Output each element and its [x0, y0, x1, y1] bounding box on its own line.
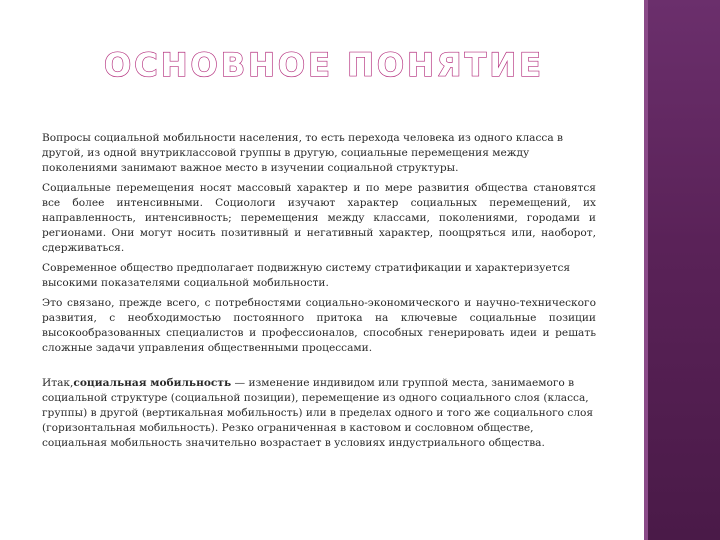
definition-prefix: Итак,	[42, 377, 74, 389]
definition-text: — изменение индивидом или группой места, занимаемого в социальной структуре (социальной позиции), перемещение из одного социального слоя (класса, группы) в другой (вертикальная мобильность) или в пределах одного и того же социального слоя (горизонтальная мобильность). Резко ограниченная в кастовом и сословном обществе, социальная мобильность значительно возрастает в условиях индустриального общества.	[42, 377, 594, 449]
paragraph-2: Социальные перемещения носят массовый характер и по мере развития общества становятся все более интенсивными. Социологи изучают характер социальных перемещений, их направленность, интенсивность; перемещения между классами, поколениями, городами и регионами. Они могут носить позитивный и негативный характер, поощряться или, наоборот, сдерживаться.	[42, 182, 596, 254]
paragraph-4: Это связано, прежде всего, с потребностями социально-экономического и научно-технического развития, с необходимостью постоянного притока на ключевые социальные позиции высокообразованных специалистов и профессионалов, способных генерировать идеи и решать сложные задачи управления общественными процессами.	[42, 297, 596, 354]
paragraph-3: Современное общество предполагает подвижную систему стратификации и характеризуется высокими показателями социальной мобильности.	[42, 262, 571, 289]
slide-body	[42, 131, 596, 456]
slide-title: ОСНОВНОЕ ПОНЯТИЕ	[104, 46, 544, 84]
paragraph-1: Вопросы социальной мобильности населения, то есть перехода человека из одного класса в другой, из одной внутриклассовой группы в другую, социальные перемещения между поколениями занимают важное место в изучении социальной структуры.	[42, 132, 563, 174]
definition-term: социальная мобильность	[73, 377, 232, 389]
side-decorative-bar	[648, 0, 720, 540]
paragraph-5-definition	[42, 376, 596, 451]
